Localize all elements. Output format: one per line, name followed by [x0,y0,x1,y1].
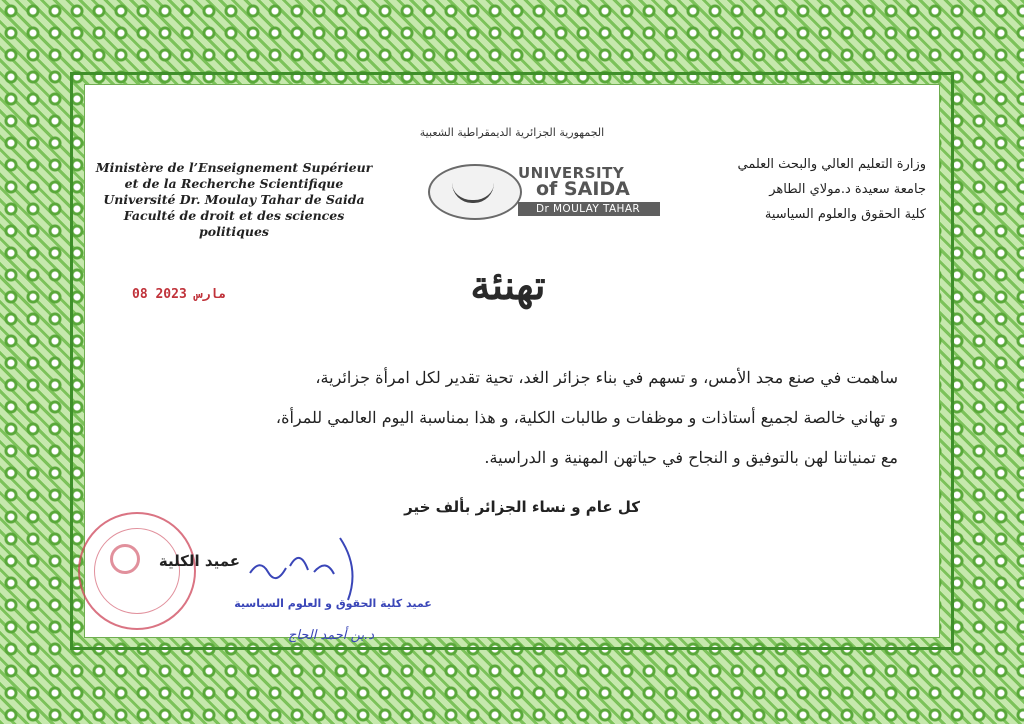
logo-text-name: Dr MOULAY TAHAR [536,203,641,215]
arabic-header-line: كلية الحقوق والعلوم السياسية [764,207,926,222]
french-header-line: Ministère de l’Enseignement Supérieur [95,160,373,175]
arabic-header [686,152,926,227]
french-header-line: et de la Recherche Scientifique [124,176,344,191]
signatory-name: د.بن أحمد الحاج [287,628,374,643]
logo-text-university: UNIVERSITY [518,164,625,182]
certificate-title: تهنئة [470,262,546,309]
french-header-line: politiques [199,224,269,239]
arabic-header-line: وزارة التعليم العالي والبحث العلمي [737,157,926,172]
message-line: و تهاني خالصة لجميع أستاذات و موظفات و طالبات الكلية، و هذا بمناسبة اليوم العالمي للمرأة، [275,408,898,427]
french-header-line: Faculté de droit et des sciences [123,208,345,223]
logo-text-saida: of SAIDA [536,178,630,200]
message-line: ساهمت في صنع مجد الأمس، و تسهم في بناء جزائر الغد، تحية تقدير لكل امرأة جزائرية، [315,368,898,387]
official-seal-icon [78,512,196,630]
republic-title: الجمهورية الجزائرية الديمقراطية الشعبية [419,126,605,139]
dean-title: عميد الكلية [158,552,240,570]
date-stamp: 08 مارس 2023 [132,287,226,302]
signature-stamp-text: عميد كلية الحقوق و العلوم السياسية [234,597,432,610]
university-logo [428,158,666,220]
french-header [94,160,374,240]
message-line: مع تمنياتنا لهن بالتوفيق و النجاح في حياتهن المهنية و الدراسية. [484,448,898,467]
arabic-header-line: جامعة سعيدة د.مولاي الطاهر [769,182,926,197]
wish-line: كل عام و نساء الجزائر بألف خير [404,498,640,516]
seal-emblem-icon [110,544,140,574]
message-body [106,358,898,478]
seal-inner-ring [94,528,180,614]
french-header-line: Université Dr. Moulay Tahar de Saida [103,192,365,207]
